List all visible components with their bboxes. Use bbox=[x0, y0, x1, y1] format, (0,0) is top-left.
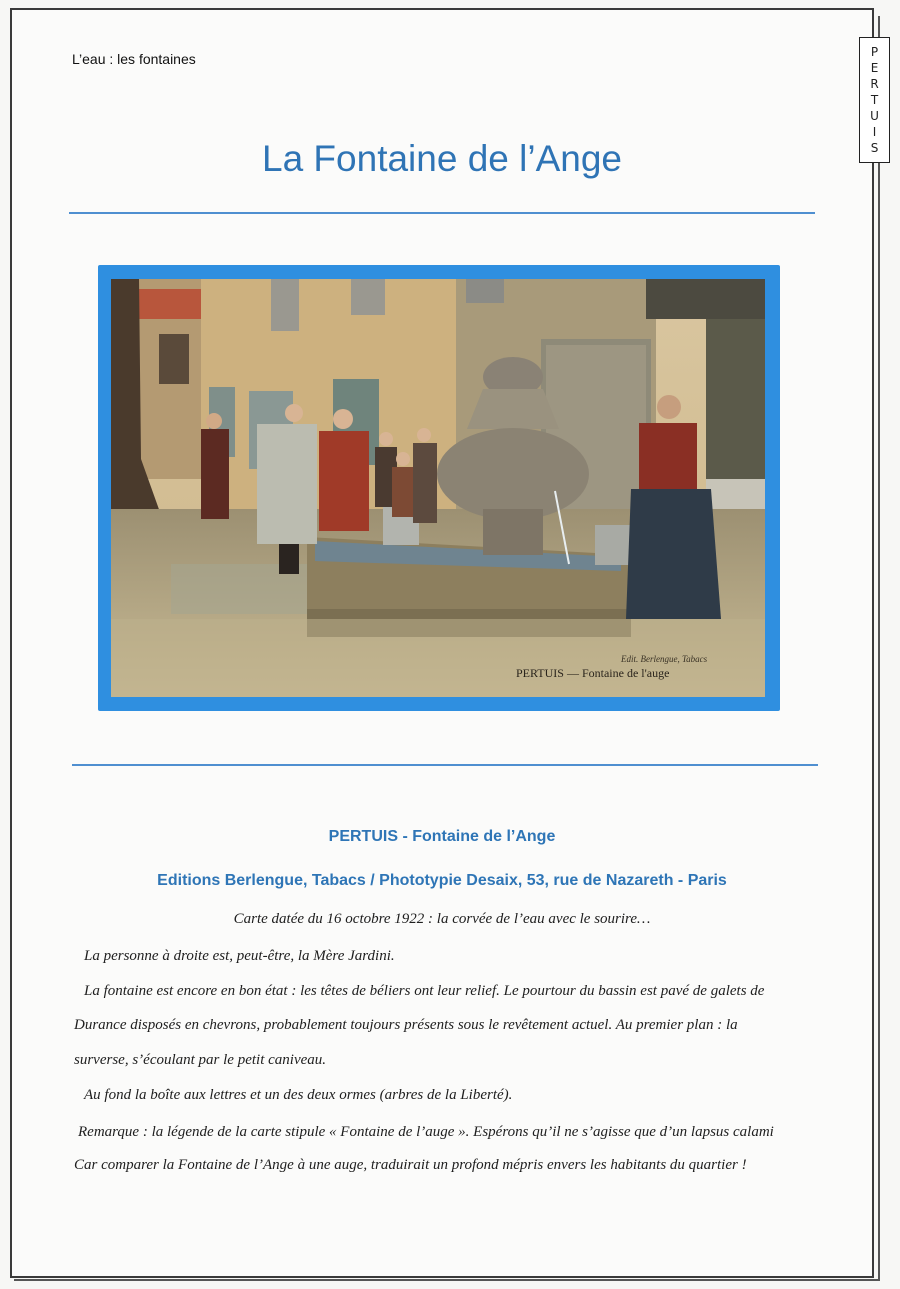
body-line-person: La personne à droite est, peut-être, la Mère Jardini. bbox=[84, 948, 395, 964]
section-label: L’eau : les fontaines bbox=[72, 51, 196, 67]
side-tab-letter: T bbox=[870, 93, 879, 107]
side-tab-letter: P bbox=[870, 45, 879, 59]
body-line-background: Au fond la boîte aux lettres et un des deux ormes (arbres de la Liberté). bbox=[84, 1087, 513, 1103]
side-tab-letter: R bbox=[870, 77, 879, 91]
side-tab-letter: E bbox=[870, 61, 879, 75]
body-line-fountain-1: La fontaine est encore en bon état : les têtes de béliers ont leur relief. Le pourtour du bassin est pavé de galets de bbox=[84, 983, 765, 999]
body-line-date: Carte datée du 16 octobre 1922 : la corvée de l’eau avec le sourire… bbox=[233, 911, 651, 927]
body-line-fountain-3: surverse, s’écoulant par le petit caniveau. bbox=[74, 1052, 327, 1068]
caption-editions: Editions Berlengue, Tabacs / Phototypie Desaix, 53, rue de Nazareth - Paris bbox=[157, 872, 727, 889]
postcard-photo bbox=[111, 279, 765, 697]
divider-top bbox=[69, 212, 815, 214]
body-line-remark-2: Car comparer la Fontaine de l’Ange à une auge, traduirait un profond mépris envers les habitants du quartier ! bbox=[74, 1157, 747, 1173]
postcard-editor: Edit. Berlengue, Tabacs bbox=[621, 654, 708, 664]
divider-bottom bbox=[72, 764, 818, 766]
page-title: La Fontaine de l’Ange bbox=[262, 138, 622, 179]
body-line-fountain-2: Durance disposés en chevrons, probablement toujours présents sous le revêtement actuel. Au premier plan : la bbox=[74, 1017, 738, 1033]
body-line-remark-1: Remarque : la légende de la carte stipule « Fontaine de l’auge ». Espérons qu’il ne s’agisse que d’un lapsus calami bbox=[78, 1124, 774, 1140]
side-tab-letter: I bbox=[872, 125, 877, 139]
postcard-caption: PERTUIS — Fontaine de l'auge bbox=[516, 666, 670, 680]
side-tab-letter: S bbox=[870, 141, 879, 155]
side-tab-letter: U bbox=[870, 109, 879, 123]
caption-title: PERTUIS - Fontaine de l’Ange bbox=[328, 828, 556, 845]
